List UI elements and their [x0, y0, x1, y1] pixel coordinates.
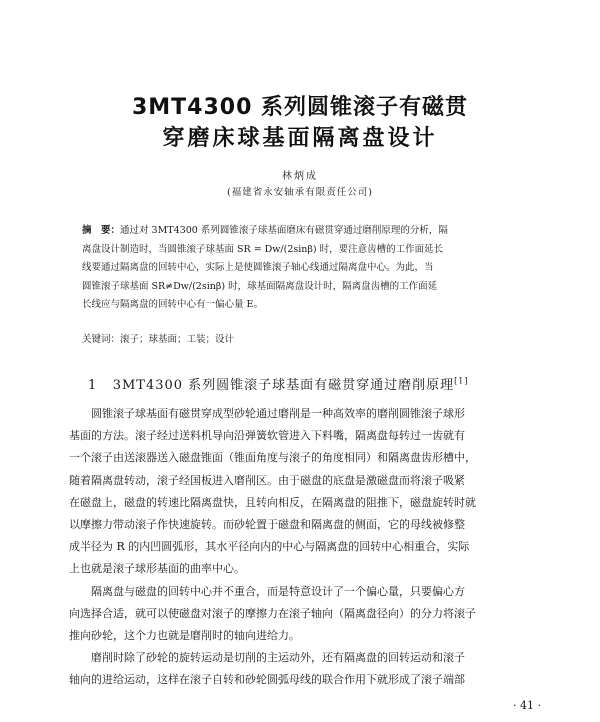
abstract-line: 线要通过隔离盘的回转中心，实际上是使圆锥滚子轴心线通过隔离盘中心。为此，当 — [82, 262, 434, 274]
keywords — [82, 331, 234, 345]
body-line: 在磁盘上，磁盘的转速比隔离盘快，且转向相反，在隔离盘的阻推下，磁盘旋转时就 — [69, 495, 476, 509]
body-line: 成半径为 R 的内凹圆弧形，其水平径向内的中心与隔离盘的回转中心相重合，实际 — [69, 540, 470, 554]
body-line: 磨削时除了砂轮的旋转运动是切削的主运动外，还有隔离盘的回转运动和滚子 — [69, 651, 465, 665]
section-number: 1 — [88, 378, 98, 393]
body-line: 以摩擦力带动滚子作快速旋转。而砂轮置于磁盘和隔离盘的侧面，它的母线被修整 — [69, 518, 465, 532]
section-ref: [1] — [454, 376, 469, 386]
body-text — [69, 403, 533, 692]
abstract-line: 长线应与隔离盘的回转中心有一偏心量 E。 — [82, 299, 263, 311]
title-line-2: 穿磨床球基面隔离盘设计 — [162, 126, 438, 151]
section-heading — [88, 374, 469, 393]
body-line: 向选择合适，就可以使磁盘对滚子的摩擦力在滚子轴向（隔离盘径向）的分力将滚子 — [69, 606, 476, 620]
body-line: 基面的方法。滚子经过送料机导向沿弹簧软管进入下料嘴，隔离盘每转过一齿就有 — [69, 429, 465, 443]
title-line-1: 3MT4300 系列圆锥滚子有磁贯 — [131, 95, 469, 120]
keywords-text: 滚子；球基面；工装；设计 — [120, 334, 235, 345]
body-line: 推向砂轮，这个力也就是磨削时的轴向进给力。 — [69, 629, 300, 643]
author-name: 林炳成 — [282, 171, 318, 182]
body-line: 随着隔离盘转动，滚子经国板进入磨削区。由于磁盘的底盘是激磁盘而将滚子吸紧 — [69, 473, 465, 487]
body-line: 一个滚子由送滚器送入磁盘锥面（锥面角度与滚子的角度相同）和隔离盘齿形槽中， — [69, 451, 476, 465]
body-line: 圆锥滚子球基面有磁贯穿成型砂轮通过磨削是一种高效率的磨削圆锥滚子球形 — [69, 407, 465, 420]
body-line: 轴向的进给运动，这样在滚子自转和砂轮圆弧母线的联合作用下就形成了滚子端部 — [69, 673, 465, 687]
abstract-line: 离盘设计制造时，当圆锥滚子球基面 SR = Dw/(2sinβ) 时，要注意齿槽的工作面延长 — [82, 243, 444, 255]
abstract-text: 通过对 3MT4300 系列圆锥滚子球基面磨床有磁贯穿通过磨削原理的分析，隔 — [120, 225, 448, 236]
section-title: 3MT4300 系列圆锥滚子球基面有磁贯穿通过磨削原理 — [112, 378, 455, 393]
abstract-label: 摘 要： — [82, 225, 121, 236]
body-line: 隔离盘与磁盘的回转中心并不重合，而是特意设计了一个偏心量，只要偏心方 — [69, 584, 465, 598]
keywords-label: 关键词： — [82, 334, 121, 345]
abstract-line: 圆锥滚子球基面 SR≠Dw/(2sinβ) 时，球基面隔离盘设计时，隔离盘齿槽的工作面延 — [82, 280, 438, 292]
page-number: · 41 · — [513, 699, 541, 712]
author-affiliation: (福建省永安轴承有限责任公司) — [227, 187, 373, 198]
body-line: 上也就是滚子球形基面的曲率中心。 — [69, 562, 245, 576]
abstract-line — [82, 222, 530, 241]
abstract-block — [82, 222, 530, 315]
